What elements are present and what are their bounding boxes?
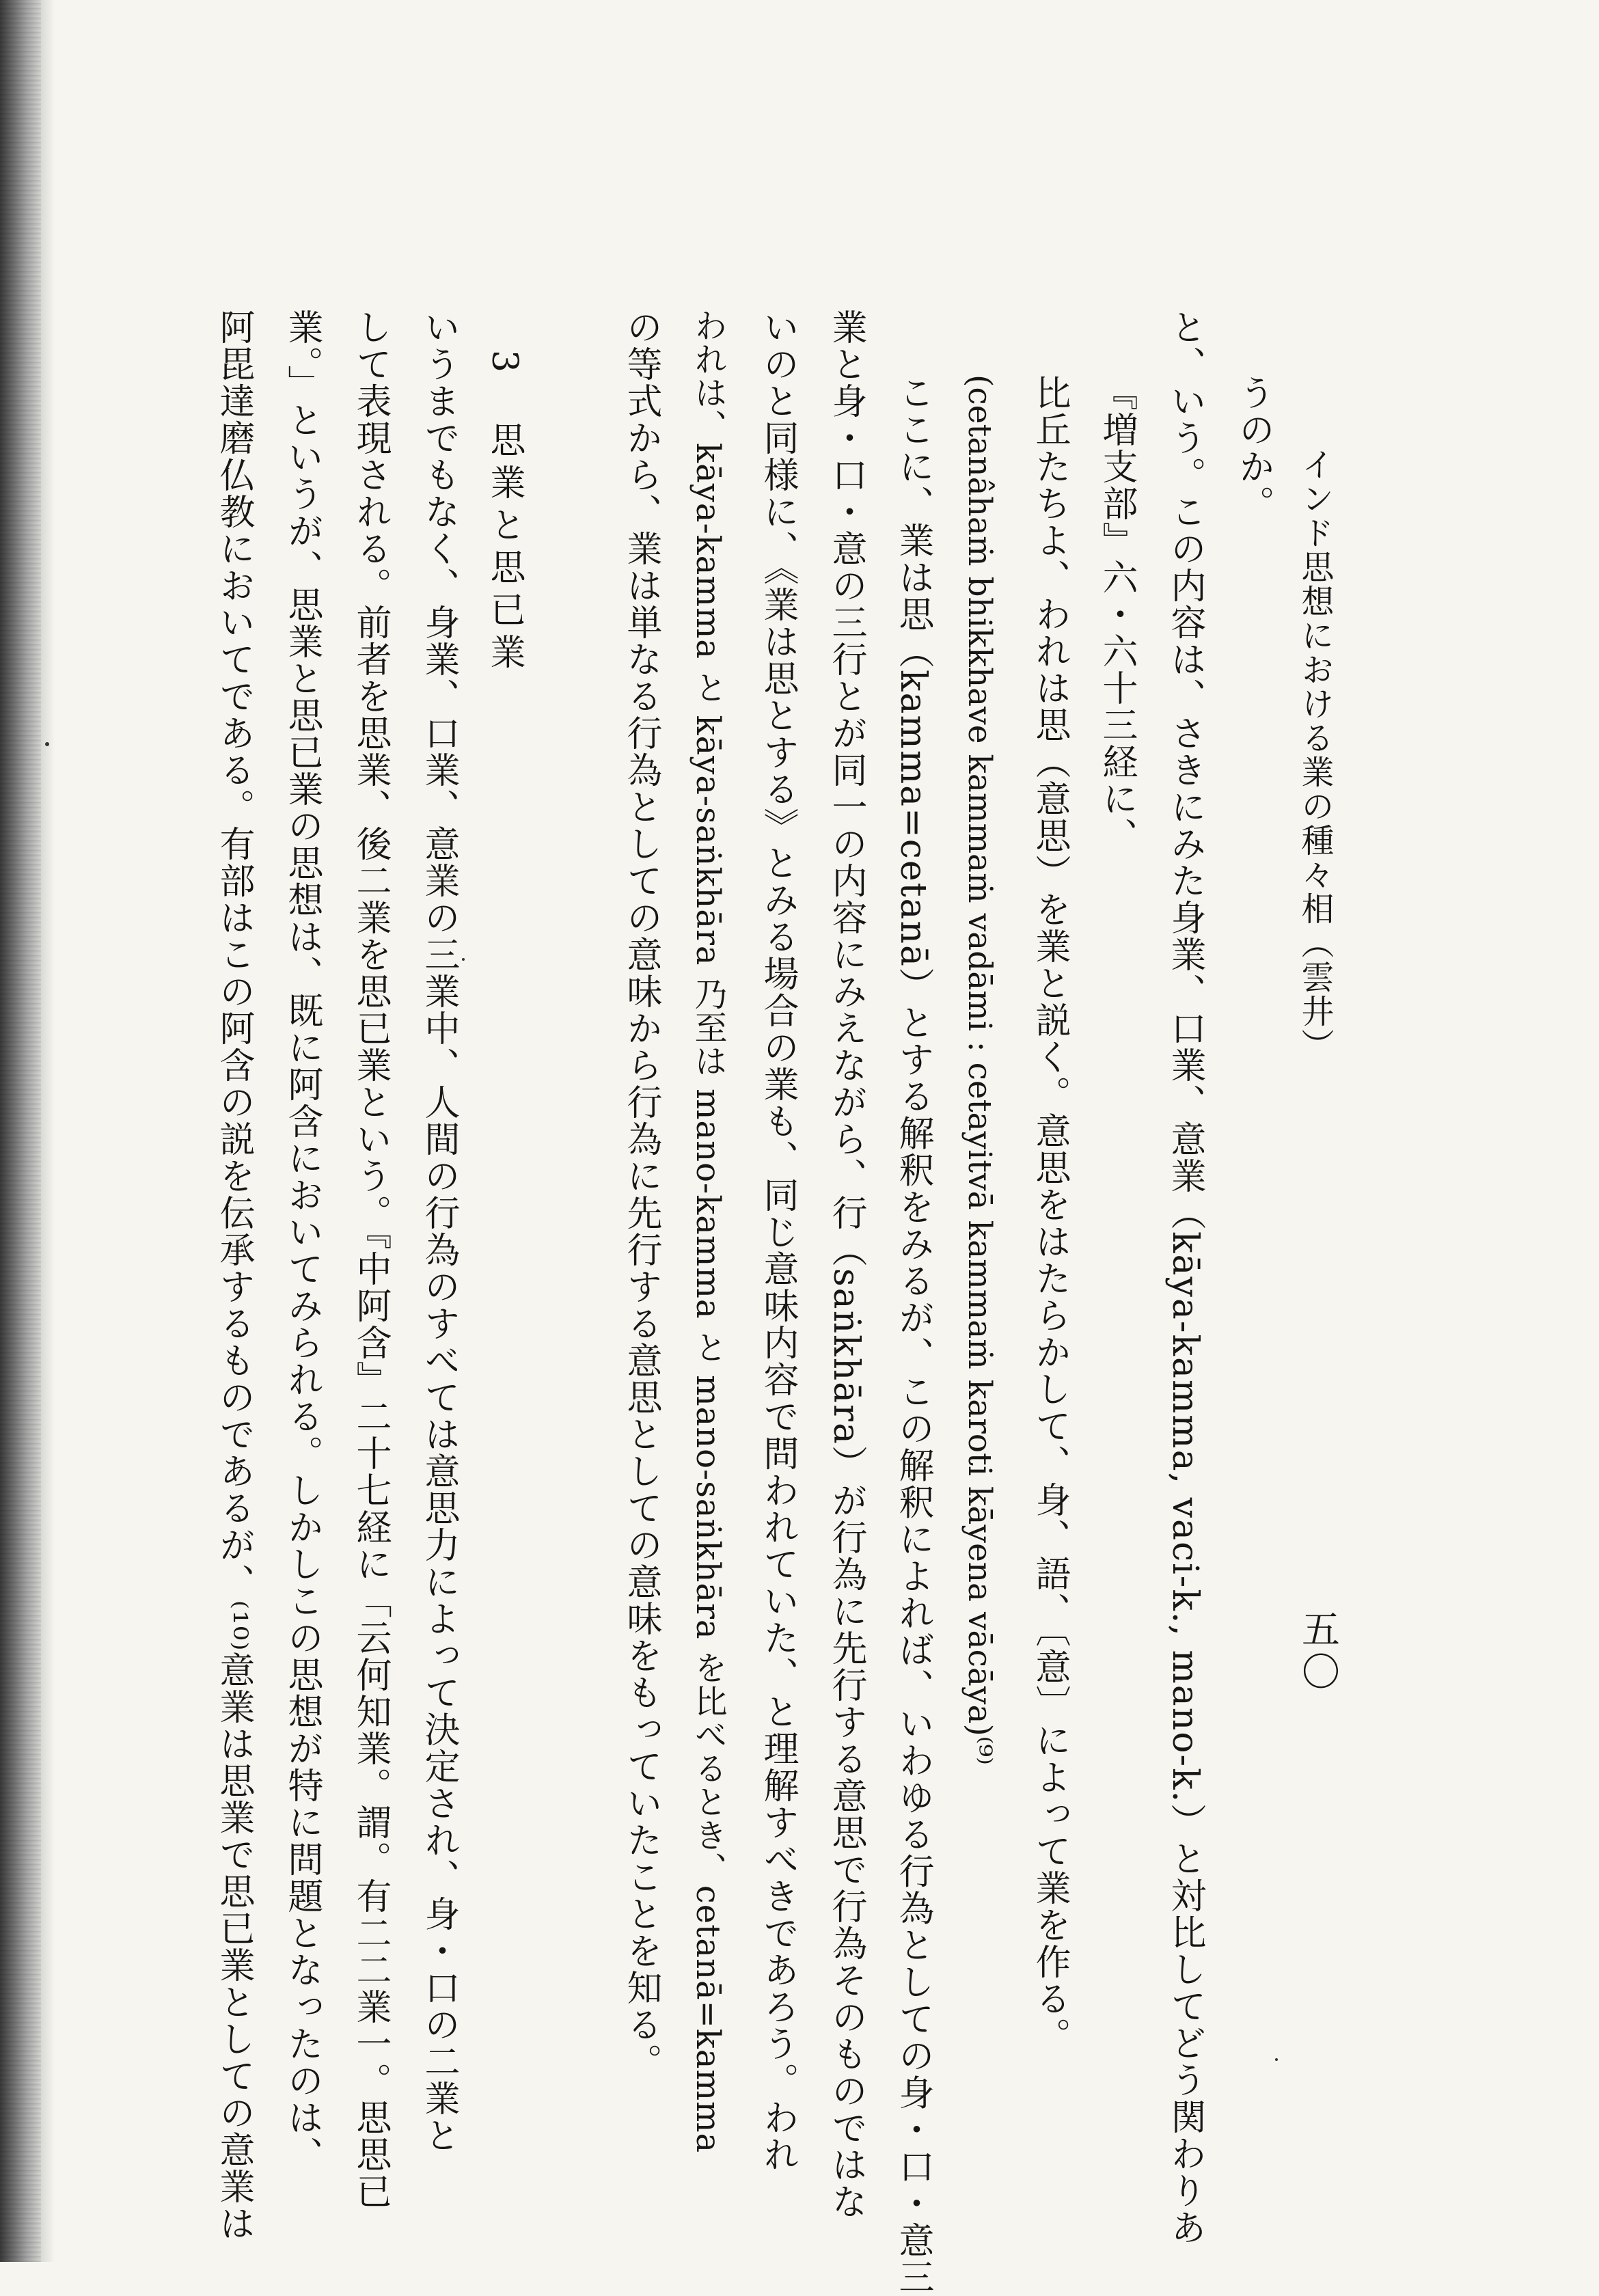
text-line-5: 業と身・口・意の三行とが同一の内容にみえながら、行（saṅkhāra）が行為に先行する意思で行為そのものではな: [825, 309, 866, 2221]
text-line-3: 『増支部』六・六十三経に、: [1096, 374, 1137, 854]
text-line-4: ここに、業は思（kamma=cetanā）とする解釈をみるが、この解釈によれば、いわゆる行為としての身・口・意三: [892, 374, 933, 2296]
page-number: 五〇: [1296, 1609, 1340, 1694]
text-line-2: と、いう。この内容は、さきにみた身業、口業、意業（kāya-kamma, vaci-k., mano-k.）と対比してどう関わりあ: [1164, 309, 1205, 2247]
running-head: インド思想における業の種々相（雲井）: [1296, 448, 1334, 1063]
quote-line-1: 比丘たちよ、われは思（意思）を業と説く。意思をはたらかして、身、語、〔意〕によって業を作る。: [1029, 374, 1070, 2054]
text-line-12: 阿毘達磨仏教においてである。有部はこの阿含の説を伝承するものであるが、⁽¹⁰⁾意業は思業で思已業としての意業は: [213, 309, 254, 2243]
text-line-6: いのと同様に、《業は思とする》とみる場合の業も、同じ意味内容で問われていた、と理解すべきであろう。われ: [757, 309, 798, 2173]
section-heading: 3 思業と思已業: [484, 350, 525, 676]
text-line-8: の等式から、業は単なる行為としての意味から行為に先行する意思としての意味をもっていたことを知る。: [620, 309, 661, 2080]
text-line-11: 業。」というが、思業と思已業の思想は、既に阿含においてみられる。しかしこの思想が特に問題となったのは、: [282, 309, 323, 2173]
scan-shadow-edge: [0, 0, 55, 2262]
scan-speck: [462, 958, 465, 961]
text-line-1: うのか。: [1233, 374, 1274, 522]
quote-line-2: (cetanâhaṁ bhikkhave kammaṁ vadāmi : cetayitvā kammaṁ karoti kāyena vācāya)⁽⁹⁾: [961, 374, 998, 1765]
scan-speck: [45, 742, 49, 746]
text-line-9: いうまでもなく、身業、口業、意業の三業中、人間の行為のすべては意思力によって決定され、身・口の二業と: [418, 309, 459, 2154]
text-line-10: して表現される。前者を思業、後二業を思已業という。『中阿含』二十七経に「云何知業。謂。有二二業一。思思已: [350, 309, 391, 2210]
scan-speck: [1275, 2058, 1278, 2061]
text-line-7: われは、kāya-kamma と kāya-saṅkhāra 乃至は mano-kamma と mano-saṅkhāra を比べるとき、cetanā=kamma: [689, 309, 727, 2154]
